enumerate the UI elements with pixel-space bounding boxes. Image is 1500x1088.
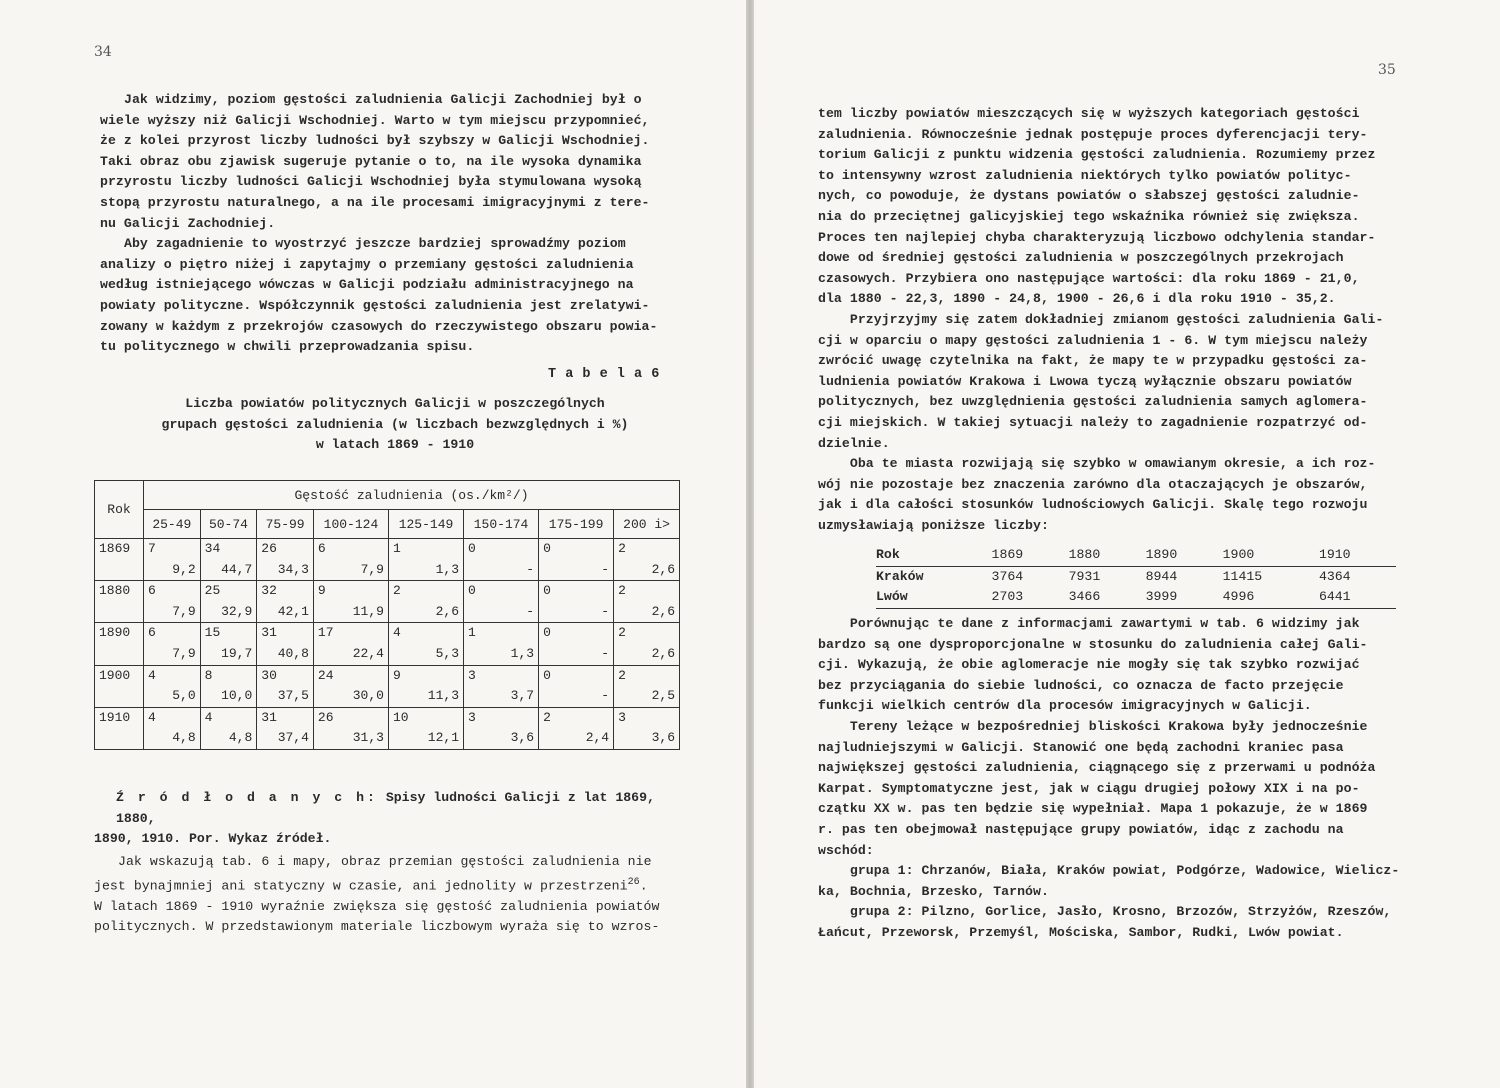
column-header: 50-74 (200, 510, 257, 539)
absolute-value: 4 (148, 709, 156, 725)
city-table-body (876, 566, 1396, 608)
text-line: cji w oparciu o mapy gęstości zaludnienia 1 - 6. W tym miejscu należy (818, 332, 1368, 348)
text-line: torium Galicji z punktu widzenia gęstości zaludnienia. Rozumiemy przez (818, 147, 1376, 163)
table-cell (388, 539, 463, 581)
table-cell (144, 581, 201, 623)
text-line: jest bynajmniej ani statyczny w czasie, ani jednolity w przestrzeni$^{26}$. (94, 876, 648, 893)
table-cell (614, 581, 680, 623)
text-line: największej gęstości zaludnienia, ciągnącego się z przerwami u podnóża (818, 760, 1376, 776)
table-cell (539, 665, 614, 707)
text-line: czasowych. Przybiera ono następujące wartości: dla roku 1869 - 21,0, (818, 270, 1360, 286)
text-line: grupa 2: Pilzno, Gorlice, Jasło, Krosno, Brzozów, Strzyżów, Rzeszów, (818, 904, 1392, 920)
table-cell (539, 623, 614, 665)
text-line: W latach 1869 - 1910 wyraźnie zwiększa się gęstość zaludnienia powiatów (94, 898, 660, 914)
text-line: zwrócić uwagę czytelnika na fakt, że mapy te w przypadku gęstości za- (818, 353, 1368, 369)
absolute-value: 10 (392, 709, 409, 725)
percent-value: 7,9 (172, 603, 196, 619)
text-line: cji miejskich. W takiej sytuacji należy to zagadnienie rozpatrzyć od- (818, 414, 1368, 430)
percent-value: 5,3 (435, 645, 460, 661)
percent-value: 37,5 (277, 688, 309, 704)
absolute-value: 1 (392, 541, 401, 556)
column-header: 150-174 (464, 510, 539, 539)
city-population-table (876, 545, 1396, 609)
text-line: Porównując te dane z informacjami zawartymi w tab. 6 widzimy jak (818, 616, 1360, 631)
city-table-header (876, 545, 1396, 566)
percent-value: 34,3 (277, 561, 309, 577)
text-line: uzmysławiają poniższe liczby: (818, 517, 1049, 533)
absolute-value: 0 (543, 667, 551, 683)
absolute-value: 9 (317, 583, 326, 599)
caption-line: w latach 1869 - 1910 (315, 437, 475, 453)
text-line: to intensywny wzrost zaludnienia niektórych tylko powiatów polityc- (818, 167, 1352, 183)
absolute-value: 32 (261, 583, 277, 599)
percent-value: 37,4 (277, 730, 309, 746)
text-line: Tereny leżące w bezpośredniej bliskości Krakowa były jednocześnie (818, 718, 1368, 734)
density-table-body (95, 539, 680, 750)
text-line: przyrostu liczby ludności Galicji Wschodniej była stymulowana wysoką (100, 174, 642, 190)
absolute-value: 26 (261, 541, 277, 556)
table-cell (614, 665, 680, 707)
absolute-value: 2 (618, 541, 626, 556)
percent-value: 12,1 (427, 730, 460, 746)
absolute-value: 0 (468, 541, 476, 556)
right-page (754, 0, 1500, 1088)
city-table-year: 1880 (1069, 545, 1146, 566)
table-label: T a b e l a 6 (548, 367, 660, 382)
text-line: tem liczby powiatów mieszczących się w wyższych kategoriach gęstości (818, 106, 1360, 121)
table-cell (200, 665, 257, 707)
absolute-value: 6 (148, 625, 156, 641)
table-cell (144, 539, 201, 581)
table-cell (200, 707, 257, 749)
city-population: 4996 (1223, 587, 1319, 608)
table-cell (257, 581, 314, 623)
absolute-value: 0 (543, 541, 551, 556)
city-population: 3466 (1069, 587, 1146, 608)
absolute-value: 4 (148, 667, 156, 683)
city-table-year: 1890 (1146, 545, 1223, 566)
table-cell (388, 707, 463, 749)
year-cell (95, 665, 144, 707)
percent-value: - (601, 603, 610, 619)
absolute-value: 0 (543, 625, 551, 641)
city-table-year: 1869 (992, 545, 1069, 566)
text-line: najludniejszymi w Galicji. Stanowić one będą zachodni kraniec pasa (818, 739, 1344, 755)
table-cell (539, 707, 614, 749)
percent-value: 1,3 (510, 645, 535, 661)
percent-value: - (601, 688, 610, 704)
percent-value: 7,9 (360, 561, 384, 577)
percent-value: 3,6 (651, 730, 675, 746)
text-line: wschód: (818, 842, 874, 858)
text-line: Łańcut, Przeworsk, Przemyśl, Mościska, Sambor, Rudki, Lwów powiat. (818, 924, 1344, 940)
footnote-marker: 26 (627, 876, 640, 888)
city-population: 11415 (1222, 568, 1263, 584)
absolute-value: 2 (543, 709, 551, 725)
table-cell (539, 539, 614, 581)
city-population: 7931 (1068, 568, 1101, 584)
text-line: nu Galicji Zachodniej. (100, 215, 276, 231)
percent-value: 11,3 (427, 688, 460, 704)
left-text-intro (100, 90, 690, 358)
table-row (95, 539, 680, 581)
percent-value: - (601, 645, 610, 661)
city-population: 3999 (1146, 587, 1223, 608)
text-line: czątku XX w. pas ten będzie się wypełniał. Mapa 1 pokazuje, że w 1869 (818, 801, 1368, 817)
text-line: bardzo są one dysproporcjonalne w stosunku do zaludnienia całej Gali- (818, 636, 1368, 652)
percent-value: 3,7 (510, 688, 535, 704)
city-row (876, 566, 1396, 587)
text-line: Jak widzimy, poziom gęstości zaludnienia Galicji Zachodniej był o (124, 92, 642, 107)
table-cell (539, 581, 614, 623)
source-text: Spisy ludności Galicji z lat 1869, 1880, (116, 790, 655, 826)
right-text-block-1 (818, 104, 1438, 536)
absolute-value: 3 (468, 709, 476, 725)
text-line: bez przyciągania do siebie ludności, co oznacza de facto przejęcie (818, 677, 1344, 693)
percent-value: 10,0 (221, 688, 253, 704)
table-cell (313, 539, 388, 581)
absolute-value: 2 (618, 667, 626, 683)
city-population: 6441 (1319, 587, 1396, 608)
text-line: zowany w każdym z przekrojów czasowych do rzeczywistego obszaru powia- (100, 318, 658, 334)
percent-value: 1,3 (435, 561, 460, 577)
column-header: 125-149 (388, 510, 463, 539)
percent-value: 44,7 (221, 561, 253, 577)
absolute-value: 8 (204, 667, 213, 683)
table-row (95, 623, 680, 665)
table-row (95, 581, 680, 623)
table-cell (313, 707, 388, 749)
year-cell (95, 539, 144, 581)
city-table-year: 1900 (1223, 545, 1319, 566)
city-name: Lwów (876, 587, 992, 608)
absolute-value: 9 (392, 667, 401, 683)
absolute-value: 2 (618, 583, 626, 599)
absolute-value: 17 (317, 625, 334, 641)
percent-value: 2,6 (651, 645, 675, 661)
absolute-value: 4 (204, 709, 213, 725)
table-cell (614, 707, 680, 749)
table-cell (200, 539, 257, 581)
percent-value: 2,6 (435, 603, 460, 619)
table-cell (144, 665, 201, 707)
column-header: 200 i> (614, 510, 680, 539)
caption-line: Liczba powiatów politycznych Galicji w poszczególnych (185, 396, 605, 411)
table-cell (614, 623, 680, 665)
absolute-value: 6 (148, 583, 156, 599)
year-cell (95, 707, 144, 749)
table-source (94, 788, 686, 850)
text-line: tu politycznego w chwili przeprowadzania spisu. (100, 339, 475, 355)
table-cell (464, 623, 539, 665)
city-population: 3764 (991, 568, 1024, 584)
text-line: Taki obraz obu zjawisk sugeruje pytanie o to, na ile wysoka dynamika (100, 153, 642, 169)
city-table-year: 1910 (1319, 545, 1396, 566)
percent-value: 22,4 (352, 645, 384, 661)
text-line: Oba te miasta rozwijają się szybko w omawianym okresie, a ich roz- (818, 456, 1376, 472)
percent-value: - (526, 561, 535, 577)
absolute-value: 24 (317, 667, 334, 683)
city-population: 4364 (1318, 568, 1351, 584)
absolute-value: 31 (261, 625, 277, 641)
year-cell (95, 581, 144, 623)
text-line: Przyjrzyjmy się zatem dokładniej zmianom gęstości zaludnienia Gali- (818, 311, 1384, 327)
text-line: ka, Bochnia, Brzesko, Tarnów. (818, 883, 1049, 899)
absolute-value: 2 (392, 583, 401, 599)
column-header-year: Rok (95, 481, 144, 539)
table-row (95, 665, 680, 707)
absolute-value: 1 (468, 625, 476, 641)
absolute-value: 3 (468, 667, 476, 683)
table-cell (200, 623, 257, 665)
column-header: 75-99 (257, 510, 314, 539)
percent-value: - (601, 561, 610, 577)
text-line: stopą przyrostu naturalnego, a na ile procesami imigracyjnymi z tere- (100, 194, 650, 210)
percent-value: - (526, 603, 535, 619)
year-value: 1910 (99, 709, 131, 725)
text-line: jak i dla całości stosunków ludnościowych Galicji. Skalę tego rozwoju (818, 497, 1368, 513)
table-cell (464, 707, 539, 749)
table-cell (388, 665, 463, 707)
text-line: nia do przeciętnej galicyjskiej tego wskaźnika również się zwiększa. (818, 208, 1360, 224)
percent-value: 32,9 (221, 603, 253, 619)
table-cell (257, 623, 314, 665)
source-line-2: 1890, 1910. Por. Wykaz źródeł. (94, 831, 332, 847)
percent-value: 2,5 (651, 688, 675, 704)
year-value: 1890 (99, 625, 131, 641)
text-line: politycznych, bez uwzględnienia gęstości zaludnienia samych aglomera- (818, 394, 1368, 410)
text-line: dla 1880 - 22,3, 1890 - 24,8, 1900 - 26,6 i dla roku 1910 - 35,2. (818, 291, 1336, 307)
text-line: wój nie pozostaje bez znaczenia zarówno dla otaczających je obszarów, (818, 476, 1368, 492)
absolute-value: 4 (392, 625, 401, 641)
percent-value: 3,6 (510, 730, 535, 746)
percent-value: 5,0 (172, 688, 196, 704)
density-table (94, 480, 680, 750)
percent-value: 7,9 (172, 645, 196, 661)
table-cell (388, 581, 463, 623)
year-value: 1880 (99, 583, 131, 599)
absolute-value: 0 (468, 583, 476, 599)
column-headers-row (95, 510, 680, 539)
text-line: Jak wskazują tab. 6 i mapy, obraz przemian gęstości zaludnienia nie (118, 854, 652, 869)
percent-value: 30,0 (352, 688, 384, 704)
percent-value: 31,3 (352, 730, 384, 746)
table-cell (144, 707, 201, 749)
table-cell (257, 539, 314, 581)
text-line: dowe od średniej gęstości zaludnienia w poszczególnych przekrojach (818, 250, 1344, 266)
percent-value: 42,1 (277, 603, 309, 619)
page-number-left: 34 (94, 44, 112, 60)
absolute-value: 34 (204, 541, 221, 556)
text-line: Aby zagadnienie to wyostrzyć jeszcze bardziej sprowadźmy poziom (124, 236, 626, 252)
book-gutter (746, 0, 754, 1088)
table-row (95, 707, 680, 749)
column-header: 25-49 (144, 510, 201, 539)
percent-value: 19,7 (221, 645, 253, 661)
absolute-value: 15 (204, 625, 221, 641)
percent-value: 2,6 (651, 561, 675, 577)
absolute-value: 6 (317, 541, 326, 556)
table-cell (388, 623, 463, 665)
table-cell (200, 581, 257, 623)
caption-line: grupach gęstości zaludnienia (w liczbach bezwzględnych i %) (161, 416, 629, 432)
left-text-closing (94, 852, 684, 938)
table-cell (313, 623, 388, 665)
percent-value: 2,4 (585, 730, 610, 746)
table-cell (464, 581, 539, 623)
table-cell (257, 665, 314, 707)
text-line: r. pas ten obejmował następujące grupy powiatów, idąc z zachodu na (818, 821, 1344, 837)
absolute-value: 2 (618, 625, 626, 641)
page-number-right: 35 (1378, 62, 1396, 78)
table-cell (313, 581, 388, 623)
text-line: cji. Wykazują, że obie aglomeracje nie mogły się tak szybko rozwijać (818, 657, 1360, 673)
column-group-header: Gęstość zaludnienia (os./km²/) (144, 481, 680, 510)
absolute-value: 30 (261, 667, 277, 683)
text-line: Proces ten najlepiej chyba charakteryzują liczbowo odchylenia standar- (818, 229, 1376, 245)
percent-value: 40,8 (277, 645, 309, 661)
absolute-value: 31 (261, 709, 277, 725)
text-line: powiaty polityczne. Współczynnik gęstości zaludnienia jest zrelatywi- (100, 297, 650, 313)
absolute-value: 26 (317, 709, 334, 725)
text-line: dzielnie. (818, 435, 890, 451)
text-line: analizy o piętro niżej i zapytajmy o przemiany gęstości zaludnienia (100, 256, 634, 272)
table-cell (464, 539, 539, 581)
text-line: grupa 1: Chrzanów, Biała, Kraków powiat, Podgórze, Wadowice, Wielicz- (818, 863, 1400, 879)
city-name: Kraków (876, 568, 924, 584)
percent-value: 4,8 (228, 730, 253, 746)
right-text-block-2 (818, 614, 1438, 944)
absolute-value: 7 (148, 541, 156, 556)
city-population: 8944 (1145, 568, 1178, 584)
city-row (876, 587, 1396, 608)
text-line: że z kolei przyrost liczby ludności był szybszy w Galicji Wschodniej. (100, 133, 650, 149)
percent-value: 2,6 (651, 603, 675, 619)
text-line: ludnienia powiatów Krakowa i Lwowa tyczą wyłącznie obszaru powiatów (818, 373, 1352, 389)
percent-value: 11,9 (352, 603, 384, 619)
city-population: 2703 (992, 587, 1069, 608)
table-caption (100, 394, 690, 456)
table-cell (464, 665, 539, 707)
column-header: 175-199 (539, 510, 614, 539)
table-cell (144, 623, 201, 665)
absolute-value: 0 (543, 583, 551, 599)
text-line: wiele wyższy niż Galicji Wschodniej. Warto w tym miejscu przypomnieć, (100, 112, 650, 128)
text-line: nych, co powoduje, że dystans powiatów o słabszej gęstości zaludnie- (818, 188, 1360, 204)
year-value: 1900 (99, 667, 131, 683)
absolute-value: 3 (618, 709, 626, 725)
table-cell (257, 707, 314, 749)
text-line: funkcji wielkich centrów dla procesów imigracyjnych w Galicji. (818, 698, 1312, 714)
table-cell (313, 665, 388, 707)
year-cell (95, 623, 144, 665)
text-line: Karpat. Symptomatyczne jest, jak w ciągu drugiej połowy XIX i na po- (818, 780, 1360, 796)
text-line: zaludnienia. Równocześnie jednak postępuje proces dyferencjacji tery- (818, 126, 1368, 142)
text-line: politycznych. W przedstawionym materiale liczbowym wyraża się to wzros- (94, 919, 660, 935)
table-cell (614, 539, 680, 581)
percent-value: 9,2 (172, 561, 196, 577)
text-line: według istniejącego wówczas w Galicji podziału administracyjnego na (100, 277, 634, 293)
percent-value: 4,8 (172, 730, 196, 746)
city-table-row-label: Rok (876, 545, 992, 566)
source-label: Ź r ó d ł o d a n y c h: (116, 790, 378, 805)
column-header: 100-124 (313, 510, 388, 539)
year-value: 1869 (99, 541, 131, 556)
left-page (0, 0, 746, 1088)
absolute-value: 25 (204, 583, 221, 599)
